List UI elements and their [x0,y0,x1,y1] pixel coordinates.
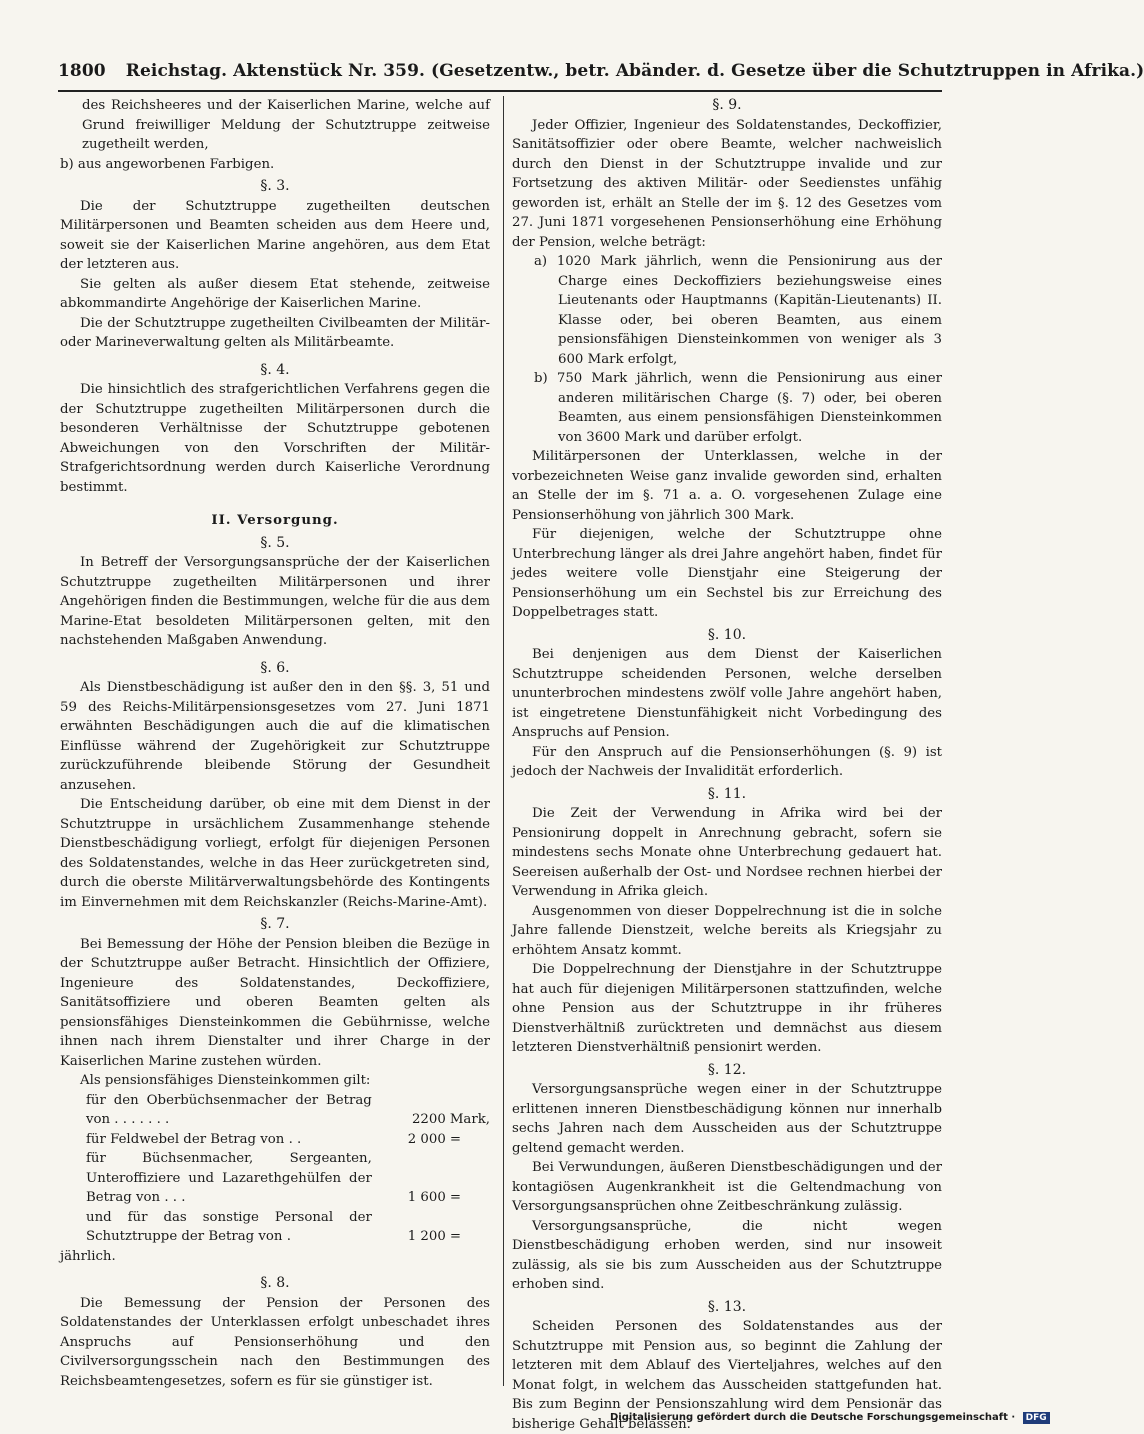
paragraph: Versorgungsansprüche, die nicht wegen Dienstbeschädigung erhoben werden, sind nur insoweit zulässig, als sie bis zum Ausscheiden aus der Schutztruppe erhoben sind. [512,1218,942,1292]
pay-amount: 1 600 [407,1190,446,1205]
table-row [60,1130,490,1150]
section-title-13: §. 13. [707,1298,747,1315]
credit-text: Digitalisierung gefördert durch die Deutsche Forschungsgemeinschaft · [610,1412,1016,1423]
pay-amount: 2 000 [407,1131,446,1147]
section-title-6: §. 6. [260,659,290,676]
table-row [60,1149,490,1208]
section-title-3: §. 3. [260,178,290,194]
pay-label: für Büchsenmacher, Sergeanten, Unteroffiziere und Lazarethgehülfen der Betrag von . . . [86,1151,372,1205]
paragraph: Die der Schutztruppe zugetheilten Civilbeamten der Militär- oder Marineverwaltung gelten als Militärbeamte. [60,315,490,350]
paragraph: Bei denjenigen aus dem Dienst der Kaiserlichen Schutztruppe scheidenden Personen, welche derselben ununterbrochen mindestens zwölf volle Jahre angehört haben, ist eingetretene Dienstunfähigkeit nicht Vorbedingung des Anspruchs auf Pension. [512,647,942,740]
section-title-12: §. 12. [707,1061,747,1078]
list-item-a: a) 1020 Mark jährlich, wenn die Pensionirung aus der Charge eines Deckoffiziers beziehungsweise eines Lieutenants oder Hauptmanns (Kapitän-Lieutenants) II. Klasse oder, bei oberen Beamten, aus einem pensionsfähigen Diensteinkommen von weniger als 3 600 Mark erfolgt, [534,254,942,367]
page-header [58,58,1144,84]
digitization-credit [610,1412,1047,1424]
pay-amount: 2200 [411,1112,446,1127]
section-title-10: §. 10. [707,626,747,643]
list-item-b: b) aus angeworbenen Farbigen. [60,156,275,172]
chapter-heading: II. Versorgung. [211,513,339,528]
pay-label: für Feldwebel der Betrag von . . [86,1131,302,1147]
pay-label: und für das sonstige Personal der Schutztruppe der Betrag von . [86,1209,372,1244]
paragraph: Scheiden Personen des Soldatenstandes aus der Schutztruppe mit Pension aus, so beginnt die Zahlung der letzteren mit dem Ablauf des Vierteljahres, welches auf den Monat folgt, in welchem das Ausscheiden stattgefunden hat. Bis zum Beginn der Pensionszahlung wird dem Pensionär das bisherige Gehalt belassen. [512,1319,942,1432]
pay-unit: = [449,1190,461,1205]
paragraph: Die Bemessung der Pension der Personen des Soldatenstandes der Unterklassen erfolgt unbeschadet ihres Anspruchs auf Pensionserhöhung und den Civilversorgungsschein nach den Bestimmungen des Reichsbeamtengesetzes, sofern es für sie günstiger ist. [60,1295,490,1389]
table-row [60,1091,490,1130]
section-title-4: §. 4. [260,361,290,378]
column-divider [503,96,504,1386]
paragraph: Die Doppelrechnung der Dienstjahre in der Schutztruppe hat auch für diejenigen Militärpersonen stattzufinden, welche ohne Pension aus der Schutztruppe in ihr früheres Dienstverhältniß zurücktreten und demnächst aus diesem letzteren Dienstverhältniß pensionirt werden. [512,962,942,1055]
paragraph: In Betreff der Versorgungsansprüche der der Kaiserlichen Schutztruppe zugetheilten Militärpersonen und ihrer Angehörigen finden die Bestimmungen, welche für die aus dem Marine-Etat besoldeten Militärpersonen gelten, mit den nachstehenden Maßgaben Anwendung. [60,555,490,648]
paragraph: Die der Schutztruppe zugetheilten deutschen Militärpersonen und Beamten scheiden aus dem Heere und, soweit sie der Kaiserlichen Marine angehören, aus dem Etat der letzteren aus. [60,198,490,272]
section-title-9: §. 9. [712,97,742,113]
dfg-logo: DFG [1023,1412,1050,1424]
paragraph: Als pensionsfähiges Diensteinkommen gilt: [80,1073,371,1088]
table-row [60,1208,490,1247]
paragraph: Als Dienstbeschädigung ist außer den in den §§. 3, 51 und 59 des Reichs-Militärpensionsgesetzes vom 27. Juni 1871 erwähnten Beschädigungen auch die auf die klimatischen Einflüsse während der Zugehörigkeit zur Schutztruppe zurückzuführende bleibende Störung der Gesundheit anzusehen. [60,680,490,793]
paragraph: Jeder Offizier, Ingenieur des Soldatenstandes, Deckoffizier, Sanitätsoffizier oder obere Beamte, welcher nachweislich durch den Dienst in der Schutztruppe invalide und zur Fortsetzung des aktiven Militär- oder Seedienstes unfähig geworden ist, erhält an Stelle der im §. 12 des Gesetzes vom 27. Juni 1871 vorgesehenen Pensionserhöhung eine Erhöhung der Pension, welche beträgt: [512,117,942,250]
paragraph: Sie gelten als außer diesem Etat stehende, zeitweise abkommandirte Angehörige der Kaiserlichen Marine. [60,276,490,311]
paragraph: Versorgungsansprüche wegen einer in der Schutztruppe erlittenen inneren Dienstbeschädigung können nur innerhalb sechs Jahren nach dem Ausscheiden aus der Schutztruppe geltend gemacht werden. [512,1082,942,1156]
paragraph: Ausgenommen von dieser Doppelrechnung ist die in solche Jahre fallende Dienstzeit, welche bereits als Kriegsjahr zu erhöhtem Ansatz kommt. [512,903,942,958]
pay-amount: 1 200 [407,1229,446,1244]
section-title-5: §. 5. [260,534,290,551]
pay-unit: Mark, [449,1112,490,1127]
header-rule [58,90,942,92]
pension-income-table [60,1091,490,1247]
paragraph: Militärpersonen der Unterklassen, welche in der vorbezeichneten Weise ganz invalide geworden sind, erhalten an Stelle der im §. 71 a. a. O. vorgesehenen Zulage eine Pensionserhöhung von jährlich 300 Mark. [512,449,942,523]
running-title: Reichstag. Aktenstück Nr. 359. (Gesetzentw., betr. Abänder. d. Gesetze über die Schutztruppen in Afrika.) [125,61,1144,81]
paragraph: Die Zeit der Verwendung in Afrika wird bei der Pensionirung doppelt in Anrechnung gebracht, sofern sie mindestens sechs Monate ohne Unterbrechung gedauert hat. Seereisen außerhalb der Ost- und Nordsee rechnen hierbei der Verwendung in Afrika gleich. [512,806,942,899]
section-title-11: §. 11. [707,785,747,802]
section-title-8: §. 8. [260,1275,290,1291]
right-column [512,96,942,1434]
paragraph: Für den Anspruch auf die Pensionserhöhungen (§. 9) ist jedoch der Nachweis der Invalidität erforderlich. [512,744,942,779]
pay-label: für den Oberbüchsenmacher der Betrag von . . . . . . . [86,1092,372,1127]
paragraph: jährlich. [60,1248,116,1264]
continuation-text: des Reichsheeres und der Kaiserlichen Marine, welche auf Grund freiwilliger Meldung der Schutztruppe zeitweise zugetheilt werden, [82,98,490,152]
section-title-7: §. 7. [260,916,290,932]
paragraph: Für diejenigen, welche der Schutztruppe ohne Unterbrechung länger als drei Jahre angehört haben, findet für jedes weitere volle Dienstjahr eine Steigerung der Pensionserhöhung um ein Sechstel bis zur Erreichung des Doppelbetrages statt. [512,527,942,620]
page-number: 1800 [58,61,106,81]
paragraph: Bei Verwundungen, äußeren Dienstbeschädigungen und der kontagiösen Augenkrankheit ist die Geltendmachung von Versorgungsansprüchen ohne Zeitbeschränkung zulässig. [512,1160,942,1214]
left-column [60,96,490,1391]
paragraph: Die hinsichtlich des strafgerichtlichen Verfahrens gegen die der Schutztruppe zugetheilten Militärpersonen durch die besonderen Verhältnisse der Schutztruppe gebotenen Abweichungen von den Vorschriften der Militär-Strafgerichtsordnung werden durch Kaiserliche Verordnung bestimmt. [60,382,490,495]
paragraph: Bei Bemessung der Höhe der Pension bleiben die Bezüge in der Schutztruppe außer Betracht. Hinsichtlich der Offiziere, Ingenieure des Soldatenstandes, Deckoffiziere, Sanitätsoffiziere und oberen Beamten gelten als pensionsfähiges Diensteinkommen die Gebührnisse, welche ihnen nach ihrem Dienstalter und ihrer Charge in der Kaiserlichen Marine zustehen würden. [60,936,490,1069]
pay-unit: = [449,1131,461,1147]
paragraph: Die Entscheidung darüber, ob eine mit dem Dienst in der Schutztruppe in ursächlichem Zusammenhange stehende Dienstbeschädigung vorliegt, erfolgt für diejenigen Personen des Soldatenstandes, welche in das Heer zurückgetreten sind, durch die oberste Militärverwaltungsbehörde des Kontingents im Einvernehmen mit dem Reichskanzler (Reichs-Marine-Amt). [60,797,490,910]
pay-unit: = [449,1229,461,1244]
list-item-b: b) 750 Mark jährlich, wenn die Pensionirung aus einer anderen militärischen Charge (§. 7) oder, bei oberen Beamten, aus einem pensionsfähigen Diensteinkommen von 3600 Mark und darüber erfolgt. [534,371,942,445]
